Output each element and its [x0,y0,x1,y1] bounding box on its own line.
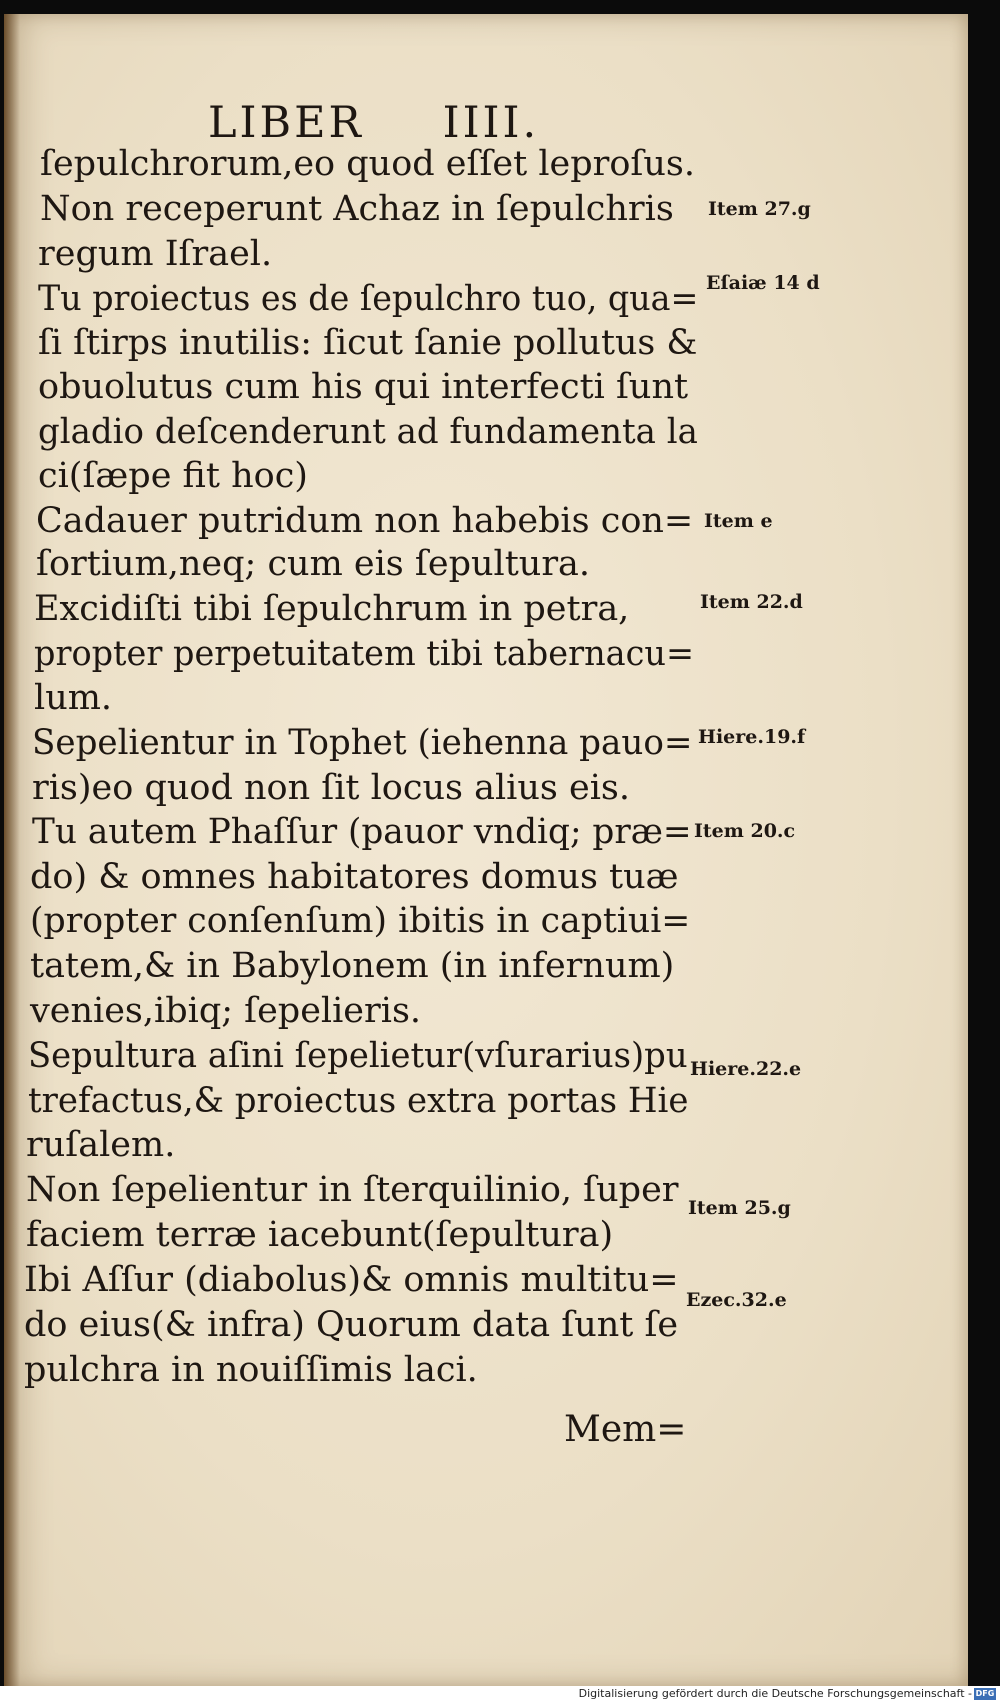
text-line: faciem terræ iacebunt(ſepultura) [26,1215,614,1255]
text-line: Cadauer putridum non habebis con= [36,501,694,541]
text-line: Tu proiectus es de ſepulchro tuo, qua= [38,279,699,319]
text-line: lum. [34,678,113,718]
header-word-liber: LIBER [208,98,364,148]
margin-note: Item 22.d [700,591,803,613]
text-line: Non receperunt Achaz in ſepulchris [40,189,674,229]
text-line: Sepelientur in Tophet (iehenna pauo= [32,723,693,763]
text-line: venies,ibiq; ſepelieris. [30,991,422,1031]
text-line: gladio deſcenderunt ad fundamenta la [38,412,698,452]
body-text [4,14,968,1686]
text-line: ci(ſæpe fit hoc) [38,456,308,496]
margin-note: Eſaiæ 14 d [706,272,820,294]
book-page [4,14,968,1686]
text-line: ſi ſtirps inutilis: ſicut ſanie pollutus & [38,323,698,363]
header-book-number: IIII. [442,98,540,148]
text-line: do eius(& infra) Quorum data ſunt ſe [24,1305,679,1345]
text-line: Excidiſti tibi ſepulchrum in petra, [34,589,630,629]
catchword: Mem= [564,1409,687,1450]
margin-note: Item 25.g [688,1197,791,1219]
text-line: obuolutus cum his qui interfecti ſunt [38,367,689,407]
text-line: do) & omnes habitatores domus tuæ [30,857,679,897]
margin-note: Item 20.c [694,820,796,842]
text-line: Sepultura aſini ſepelietur(vſurarius)pu [28,1036,688,1076]
footer-bar [0,1686,1000,1703]
margin-note: Ezec.32.e [686,1289,787,1311]
text-line: Non ſepelientur in ſterquilinio, ſuper [26,1170,679,1210]
text-line: ris)eo quod non ſit locus alius eis. [32,768,630,808]
text-line: propter perpetuitatem tibi tabernacu= [34,634,695,674]
text-line: regum Iſrael. [38,234,273,274]
text-line: ſortium,neq; cum eis ſepultura. [36,544,591,584]
text-line: ſepulchrorum,eo quod eſſet leproſus. [40,144,696,184]
dfg-logo-icon: DFG [975,1689,995,1698]
margin-note: Item e [704,510,773,532]
margin-note: Item 27.g [708,198,811,220]
margin-note: Hiere.22.e [690,1058,802,1080]
text-line: tatem,& in Babylonem (in infernum) [30,946,675,986]
margin-note: Hiere.19.f [698,726,806,748]
text-line: ruſalem. [26,1125,176,1165]
text-line: Tu autem Phaſſur (pauor vndiq; præ= [32,812,692,852]
text-line: pulchra in nouiſſimis laci. [24,1350,478,1390]
funding-credit: Digitalisierung gefördert durch die Deutsche Forschungsgemeinschaft - [578,1687,972,1700]
text-line: Ibi Aſſur (diabolus)& omnis multitu= [24,1260,679,1300]
text-line: (propter conſenſum) ibitis in captiui= [30,901,691,941]
text-line: trefactus,& proiectus extra portas Hie [28,1081,689,1121]
